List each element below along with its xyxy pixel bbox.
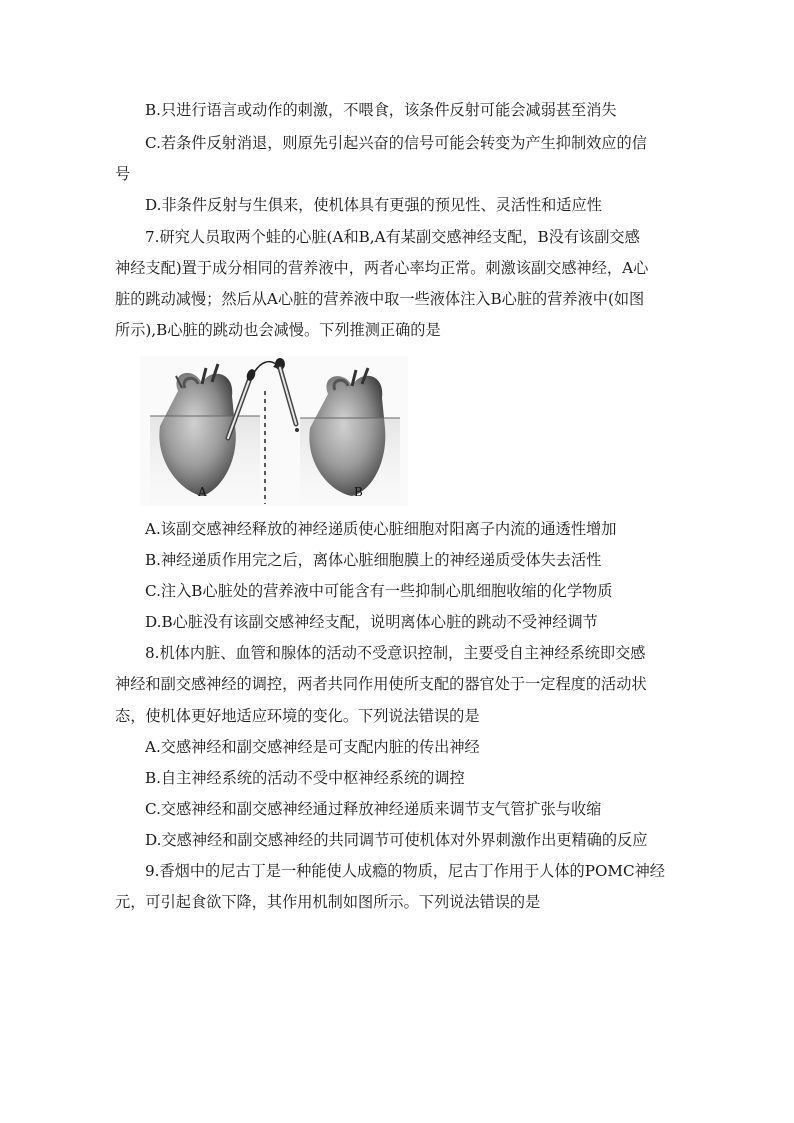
q8-option-c: C.交感神经和副交感神经通过释放神经递质来调节支气管扩张与收缩	[145, 800, 602, 818]
q8-option-d: D.交感神经和副交感神经的共同调节可使机体对外界刺激作出更精确的反应	[145, 831, 648, 849]
q6-option-c-line2: 号	[115, 165, 131, 183]
q6-option-d: D.非条件反射与生俱来，使机体具有更强的预见性、灵活性和适应性	[145, 196, 602, 214]
q8-option-b: B.自主神经系统的活动不受中枢神经系统的调控	[145, 769, 465, 787]
q8-stem-line1: 8.机体内脏、血管和腺体的活动不受意识控制，主要受自主神经系统即交感	[145, 644, 646, 662]
q8-stem-line3: 态，使机体更好地适应环境的变化。下列说法错误的是	[115, 707, 480, 725]
q7-option-b: B.神经递质作用完之后，离体心脏细胞膜上的神经递质受体失去活性	[145, 551, 602, 569]
q7-stem-line4: 所示),B心脏的跳动也会减慢。下列推测正确的是	[115, 321, 441, 339]
q8-stem-line2: 神经和副交感神经的调控，两者共同作用使所支配的器官处于一定程度的活动状	[115, 675, 647, 693]
q8-option-a: A.交感神经和副交感神经是可支配内脏的传出神经	[145, 738, 480, 756]
q7-option-a: A.该副交感神经释放的神经递质使心脏细胞对阳离子内流的通透性增加	[145, 520, 617, 538]
q7-option-d: D.B心脏没有该副交感神经支配，说明离体心脏的跳动不受神经调节	[145, 613, 598, 631]
q7-option-c: C.注入B心脏处的营养液中可能含有一些抑制心肌细胞收缩的化学物质	[145, 582, 613, 600]
q6-option-c-line1: C.若条件反射消退，则原先引起兴奋的信号可能会转变为产生抑制效应的信	[145, 134, 647, 152]
q7-stem-line2: 神经支配)置于成分相同的营养液中，两者心率均正常。刺激该副交感神经，A心	[115, 259, 649, 277]
q9-stem-line1: 9.香烟中的尼古丁是一种能使人成瘾的物质，尼古丁作用于人体的POMC神经	[145, 862, 665, 880]
heart-a-label: A	[198, 485, 207, 499]
q7-stem-line3: 脏的跳动减慢；然后从A心脏的营养液中取一些液体注入B心脏的营养液中(如图	[115, 290, 645, 308]
q7-stem-line1: 7.研究人员取两个蛙的心脏(A和B,A有某副交感神经支配，B没有该副交感	[145, 228, 640, 246]
q9-stem-line2: 元，可引起食欲下降，其作用机制如图所示。下列说法错误的是	[115, 893, 541, 911]
heart-b-label: B	[354, 485, 363, 499]
heart-experiment-figure	[140, 356, 408, 506]
q6-option-b: B.只进行语言或动作的刺激，不喂食，该条件反射可能会减弱甚至消失	[145, 101, 617, 119]
